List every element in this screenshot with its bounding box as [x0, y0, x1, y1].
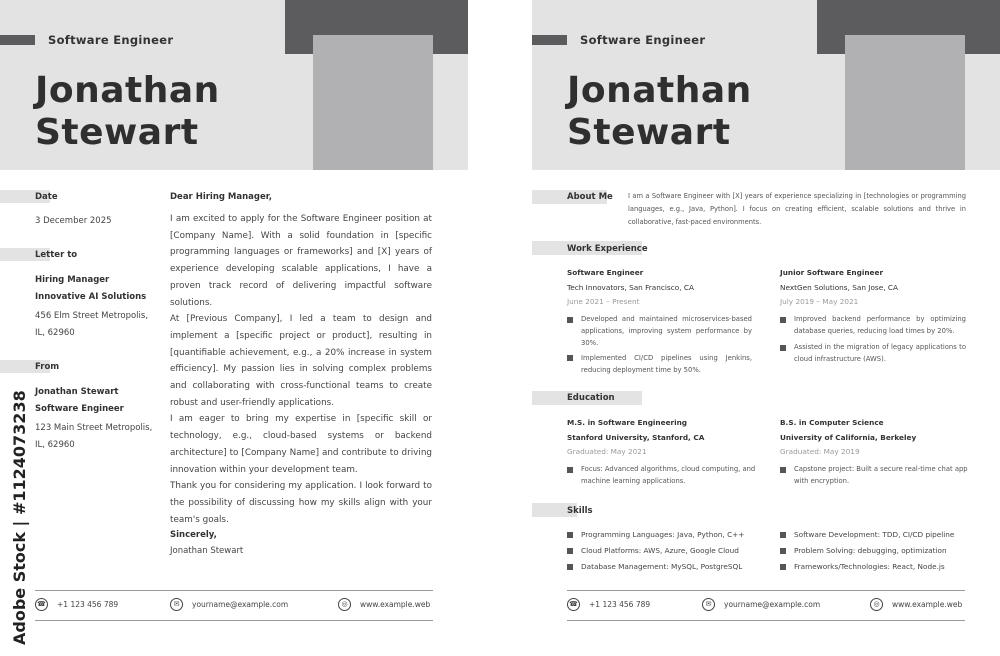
skill-item: Cloud Platforms: AWS, Azure, Google Cloud	[581, 546, 739, 555]
job-bullet: Improved backend performance by optimizing database queries, reducing load times by 20%.	[794, 315, 966, 335]
mail-icon: ✉	[702, 598, 715, 611]
job-bullet: Developed and maintained microservices-based applications, improving system performance by 30%.	[581, 315, 752, 347]
mail-icon: ✉	[170, 598, 183, 611]
bullet-square	[780, 345, 786, 351]
job-company: NextGen Solutions, San Jose, CA	[780, 283, 898, 292]
from-label: From	[35, 362, 60, 372]
website-url: www.example.web	[360, 600, 431, 609]
work-experience-label: Work Experience	[567, 244, 648, 254]
date-value: 3 December 2025	[35, 216, 112, 226]
header-accent-bar	[0, 35, 35, 45]
closing-name: Jonathan Stewart	[170, 546, 244, 556]
job-role: Software Engineer	[48, 33, 174, 47]
skill-item: Problem Solving: debugging, optimization	[794, 546, 947, 555]
school-name: Stanford University, Stanford, CA	[567, 433, 705, 442]
bullet-square	[780, 532, 786, 538]
graduation-date: Graduated: May 2021	[567, 447, 647, 456]
job-title: Software Engineer	[567, 268, 644, 277]
resume-page	[532, 0, 1000, 656]
letter-paragraph: I am eager to bring my expertise in [specific skill or technology, e.g., cloud-based systems or backend architecture] to [Company Name] and contribute to driving innovation within your development team.	[170, 414, 432, 475]
recipient-name: Hiring Manager	[35, 275, 110, 285]
date-label: Date	[35, 192, 58, 202]
skill-item: Database Management: MySQL, PostgreSQL	[581, 562, 743, 571]
header-accent-bar	[532, 35, 567, 45]
candidate-name: Jonathan Stewart	[35, 70, 220, 153]
bullet-square	[780, 564, 786, 570]
cover-letter-page	[0, 0, 468, 656]
bullet-square	[780, 467, 786, 473]
skill-item: Software Development: TDD, CI/CD pipeline	[794, 530, 955, 539]
education-label: Education	[567, 393, 615, 403]
sender-address-line2: IL, 62960	[35, 440, 75, 450]
job-dates: July 2019 – May 2021	[780, 297, 859, 306]
globe-icon: ◎	[870, 598, 883, 611]
closing: Sincerely,	[170, 530, 217, 540]
globe-icon: ◎	[338, 598, 351, 611]
job-role: Software Engineer	[580, 33, 706, 47]
phone-number: +1 123 456 789	[57, 600, 119, 609]
education-bullet: Capstone project: Built a secure real-time chat app with encryption.	[794, 465, 968, 485]
bullet-square	[567, 548, 573, 554]
bullet-square	[567, 532, 573, 538]
phone-icon: ☎	[567, 598, 580, 611]
letter-paragraph: Thank you for considering my application. I look forward to the possibility of discussing how my skills align with your team's goals.	[170, 481, 432, 525]
education-bullet: Focus: Advanced algorithms, cloud computing, and machine learning applications.	[581, 465, 756, 485]
bullet-square	[780, 548, 786, 554]
bullet-square	[567, 317, 573, 323]
school-name: University of California, Berkeley	[780, 433, 917, 442]
email-address: yourname@example.com	[192, 600, 289, 609]
skill-item: Frameworks/Technologies: React, Node.js	[794, 562, 945, 571]
phone-icon: ☎	[35, 598, 48, 611]
skill-item: Programming Languages: Java, Python, C++	[581, 530, 745, 539]
bullet-square	[567, 564, 573, 570]
bullet-square	[780, 317, 786, 323]
recipient-address-line2: IL, 62960	[35, 328, 75, 338]
bullet-square	[567, 355, 573, 361]
letter-to-label: Letter to	[35, 250, 78, 260]
email-address: yourname@example.com	[724, 600, 821, 609]
header-photo-placeholder	[845, 35, 965, 170]
job-dates: June 2021 – Present	[567, 297, 640, 306]
footer-divider	[35, 620, 433, 621]
about-label: About Me	[567, 192, 613, 202]
salutation: Dear Hiring Manager,	[170, 192, 272, 202]
job-title: Junior Software Engineer	[780, 268, 884, 277]
degree-title: M.S. in Software Engineering	[567, 418, 688, 427]
letter-body	[170, 211, 432, 528]
sender-title: Software Engineer	[35, 404, 124, 414]
degree-title: B.S. in Computer Science	[780, 418, 884, 427]
footer-divider	[567, 620, 965, 621]
letter-paragraph: I am excited to apply for the Software Engineer position at [Company Name]. With a solid foundation in [specific programming languages or frameworks] and [X] years of experience developing scalable applications, I have a proven track record of delivering impactful software solutions.	[170, 214, 432, 308]
recipient-address-line1: 456 Elm Street Metropolis,	[35, 311, 149, 321]
sender-name: Jonathan Stewart	[35, 387, 119, 397]
recipient-company: Innovative AI Solutions	[35, 292, 147, 302]
about-text: I am a Software Engineer with [X] years of experience specializing in [technologies or programming languages, e.g., Java, Python]. I focus on creating efficient, scalable solutions and thrive in collaborative, fast-paced environments.	[628, 192, 966, 226]
candidate-name: Jonathan Stewart	[567, 70, 752, 153]
job-bullet: Assisted in the migration of legacy applications to cloud infrastructure (AWS).	[794, 343, 966, 363]
job-company: Tech Innovators, San Francisco, CA	[567, 283, 694, 292]
graduation-date: Graduated: May 2019	[780, 447, 860, 456]
letter-paragraph: At [Previous Company], I led a team to design and implement a [specific project or product], resulting in [quantifiable achievement, e.g., a 20% increase in system efficiency]. My passion lies in solving complex problems and collaborating with cross-functional teams to create robust and user-friendly applications.	[170, 314, 432, 408]
footer-divider	[35, 590, 433, 591]
footer-divider	[567, 590, 965, 591]
job-bullet: Implemented CI/CD pipelines using Jenkins, reducing deployment time by 50%.	[581, 354, 752, 374]
phone-number: +1 123 456 789	[589, 600, 651, 609]
header-photo-placeholder	[313, 35, 433, 170]
website-url: www.example.web	[892, 600, 963, 609]
skills-label: Skills	[567, 506, 593, 516]
bullet-square	[567, 467, 573, 473]
stock-watermark: Adobe Stock | #1124073238	[10, 390, 29, 645]
sender-address-line1: 123 Main Street Metropolis,	[35, 423, 153, 433]
